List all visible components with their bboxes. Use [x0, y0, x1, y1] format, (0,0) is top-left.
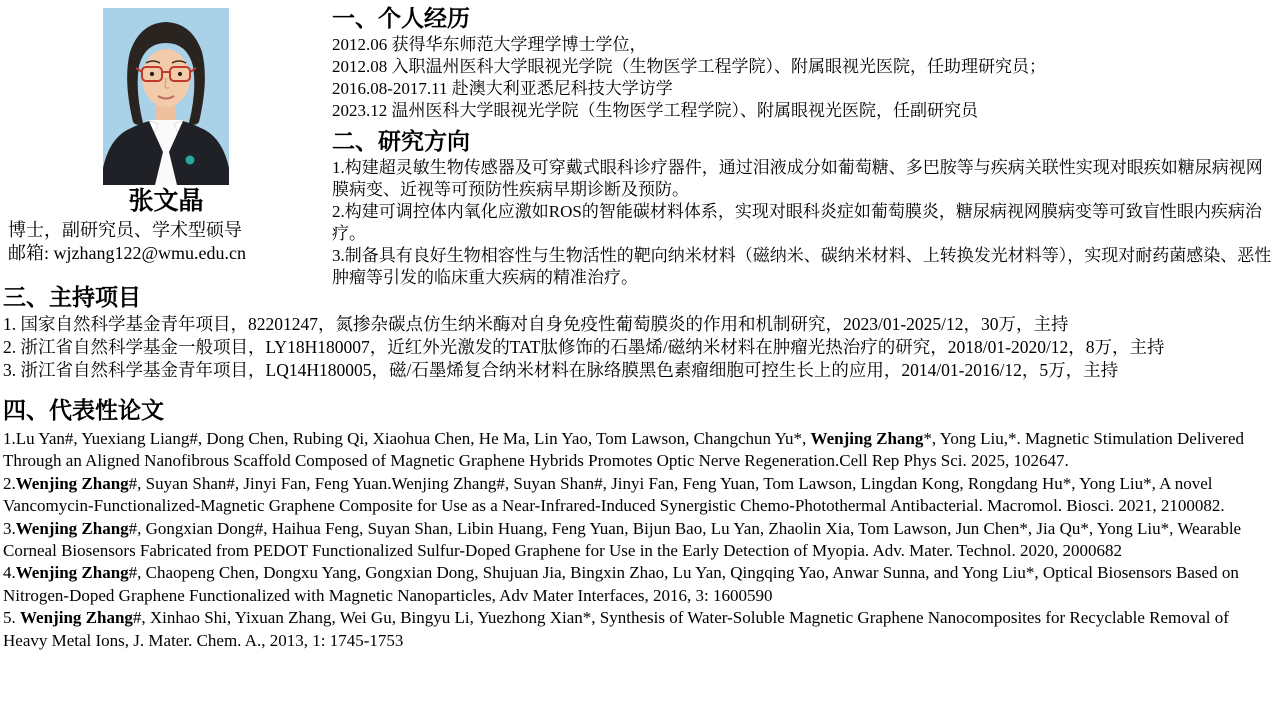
- section-heading-research: 二、研究方向: [332, 129, 470, 154]
- paper-text: #, Chaopeng Chen, Dongxu Yang, Gongxian Dong, Shujuan Jia, Bingxin Zhao, Lu Yan, Qingqing Yao, Anwar Sunna, and Yong Liu*, Optical Biosensors Based on Nitrogen-Doped Graphene Functionalized with Magnetic Nanoparticles, Adv Mater Interfaces, 2016, 3: 1600590: [3, 563, 1239, 605]
- research-item: 3.制备具有良好生物相容性与生物活性的靶向纳米材料（磁纳米、碳纳米材料、上转换发光材料等），实现对耐药菌感染、恶性肿瘤等引发的临床重大疾病的精准治疗。: [332, 246, 1272, 287]
- paper-text: 1.Lu Yan#, Yuexiang Liang#, Dong Chen, Rubing Qi, Xiaohua Chen, He Ma, Lin Yao, Tom Lawson, Changchun Yu*,: [3, 429, 811, 448]
- papers-list: [3, 428, 1277, 652]
- project-item: 1. 国家自然科学基金青年项目，82201247，氮掺杂碳点仿生纳米酶对自身免疫性葡萄膜炎的作用和机制研究，2023/01-2025/12，30万，主持: [3, 314, 1069, 334]
- paper-text: 3.: [3, 518, 16, 538]
- paper-text: *, Yong Liu,*. Magnetic Stimulation Delivered Through an Aligned Nanofibrous Scaffold Composed of Magnetic Graphene Hybrids Promotes Optic Nerve Regeneration.Cell Rep Phys Sci. 2025, 102647.: [3, 429, 1245, 471]
- paper-item: [3, 473, 1277, 518]
- projects-section: [3, 283, 1277, 382]
- paper-text: #, Suyan Shan#, Jinyi Fan, Feng Yuan.Wenjing Zhang#, Suyan Shan#, Jinyi Fan, Feng Yuan, Tom Lawson, Lingdan Kong, Rongdang Hu*, Yong Liu*, A novel Vancomycin-Functionalized-Magnetic Graphene Composite for Use as a Near-Infrared-Induced Synergistic Chemo-Photothermal Antibacterial. Macromol. Biosci. 2021, 2100082.: [3, 473, 1225, 516]
- project-item: 3. 浙江省自然科学基金青年项目，LQ14H180005，磁/石墨烯复合纳米材料在脉络膜黑色素瘤细胞可控生长上的应用，2014/01-2016/12，5万，主持: [3, 360, 1119, 380]
- paper-item: [3, 562, 1277, 607]
- author-name-highlight: Wenjing Zhang: [15, 518, 129, 538]
- profile-title: 博士，副研究员、学术型硕导: [8, 220, 242, 240]
- papers-section: [3, 396, 1277, 652]
- author-name-highlight: Wenjing Zhang: [15, 473, 129, 493]
- author-name-highlight: Wenjing Zhang: [20, 608, 133, 628]
- paper-text: #, Gongxian Dong#, Haihua Feng, Suyan Shan, Libin Huang, Feng Yuan, Bijun Bao, Lu Yan, Zhaolin Xia, Tom Lawson, Jun Chen*, Jia Qu*, Yong Liu*, Wearable Corneal Biosensors Fabricated from PEDOT Functionalized Sulfur-Doped Graphene for Use in the Early Detection of Myopia. Adv. Mater. Technol. 2020, 2000682: [3, 518, 1242, 561]
- experience-item: 2012.06 获得华东师范大学理学博士学位，: [332, 35, 647, 54]
- portrait-photo: [103, 8, 229, 185]
- paper-text: 4.: [3, 563, 16, 583]
- experience-item: 2012.08 入职温州医科大学眼视光学院（生物医学工程学院）、附属眼视光医院，任助理研究员；: [332, 57, 1046, 76]
- projects-list: [3, 313, 1277, 382]
- author-name-highlight: Wenjing Zhang: [810, 429, 924, 448]
- paper-item: [3, 518, 1277, 563]
- project-item: 2. 浙江省自然科学基金一般项目，LY18H180007，近红外光激发的TAT肽修饰的石墨烯/磁纳米材料在肿瘤光热治疗的研究，2018/01-2020/12，8万，主持: [3, 337, 1165, 357]
- paper-text: 5.: [3, 608, 20, 628]
- research-list: [332, 157, 1278, 289]
- paper-text: 2.: [3, 473, 16, 493]
- profile-email: 邮箱: wjzhang122@wmu.edu.cn: [8, 243, 247, 263]
- section-heading-papers: 四、代表性论文: [3, 398, 164, 423]
- paper-item: [3, 428, 1277, 473]
- experience-item: 2016.08-2017.11 赴澳大利亚悉尼科技大学访学: [332, 79, 673, 98]
- section-heading-projects: 三、主持项目: [3, 285, 141, 310]
- author-name-highlight: Wenjing Zhang: [15, 563, 129, 583]
- profile-name: 张文晶: [128, 188, 204, 215]
- research-item: 1.构建超灵敏生物传感器及可穿戴式眼科诊疗器件，通过泪液成分如葡萄糖、多巴胺等与疾病关联性实现对眼疾如糖尿病视网膜病变、近视等可预防性疾病早期诊断及预防。: [332, 158, 1263, 199]
- section-heading-experience: 一、个人经历: [332, 6, 470, 31]
- paper-item: [3, 607, 1277, 652]
- research-item: 2.构建可调控体内氧化应激如ROS的智能碳材料体系，实现对眼科炎症如葡萄膜炎，糖尿病视网膜病变等可致盲性眼内疾病治疗。: [332, 202, 1262, 243]
- profile-sidebar: [0, 0, 332, 265]
- right-column: [332, 4, 1278, 289]
- portrait-photo-illustration: [103, 8, 229, 185]
- experience-list: [332, 34, 1278, 122]
- experience-item: 2023.12 温州医科大学眼视光学院（生物医学工程学院）、附属眼视光医院，任副研究员: [332, 101, 978, 120]
- paper-text: #, Xinhao Shi, Yixuan Zhang, Wei Gu, Bingyu Li, Yuezhong Xian*, Synthesis of Water-Soluble Magnetic Graphene Nanocomposites for Recyclable Removal of Heavy Metal Ions, J. Mater. Chem. A., 2013, 1: 1745-1753: [3, 608, 1229, 650]
